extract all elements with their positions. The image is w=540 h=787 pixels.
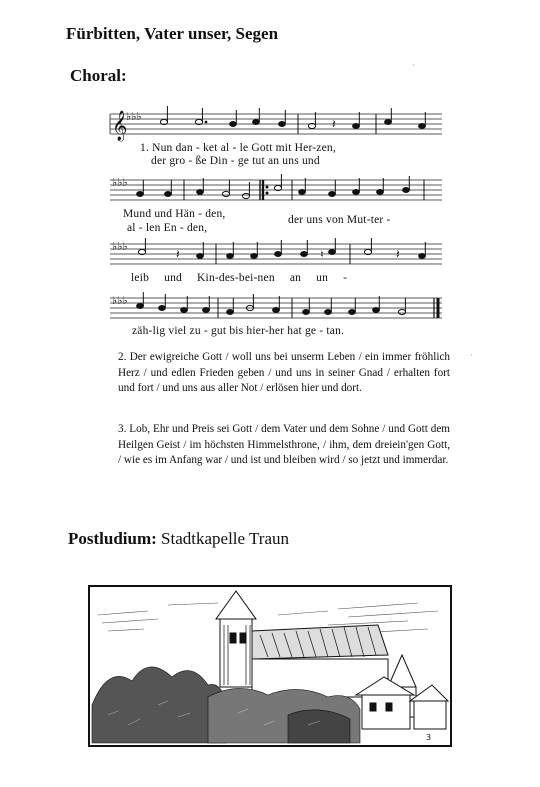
lyric-line-1b: der gro - ße Din - ge tut an uns und [151,155,320,167]
postludium-performer: Stadtkapelle Traun [161,529,290,548]
svg-text:𝄽: 𝄽 [332,117,336,131]
svg-text:♮: ♮ [320,248,324,261]
church-village-sketch-icon [88,585,452,747]
lyric-line-1a: 1. Nun dan - ket al - le Gott mit Her-zen, [140,142,336,154]
page-heading: Fürbitten, Vater unser, Segen [66,24,279,43]
flat-icon: ♭♭♭ [112,240,128,253]
music-staff-1 [106,106,446,142]
lyric-line-4: zäh-lig viel zu - gut bis hier-her hat ge - tan. [132,325,345,337]
music-staff-3 [106,236,446,270]
postludium-line [68,529,289,549]
flat-icon: ♭♭♭ [126,110,142,123]
postludium-label: Postludium: [68,529,157,548]
verse-2: 2. Der ewigreiche Gott / woll uns bei unserm Leben / ein immer fröhlich Herz / und edlen Frieden geben / und uns in seiner Gnad / erhalten fort und fort / und uns aus aller Not / erlösen hier und dort. [118,351,450,395]
music-staff-2 [106,172,446,206]
choral-heading: Choral: [70,66,127,85]
verse-3: 3. Lob, Ehr und Preis sei Gott / dem Vater und dem Sohne / und Gott dem Heilgen Geist / im höchsten Himmelsthrone, / ihm, dem dreiein'gen Gott, / wie es im Anfang war / und ist und bleiben wird / so jetzt und immerdar. [118,423,450,467]
lyric-line-2c: der uns von Mut-ter - [288,214,391,226]
lyric-line-2b: al - len En - den, [127,222,208,234]
svg-text:𝄽: 𝄽 [396,247,400,261]
svg-text:𝄽: 𝄽 [176,247,180,261]
print-speck: · [412,60,415,70]
flat-icon: ♭♭♭ [112,294,128,307]
lyric-line-3: leib und Kin-des-bei-nen an un - [131,272,348,284]
svg-text:3: 3 [426,733,432,742]
lyric-line-2a: Mund und Hän - den, [123,208,226,220]
flat-icon: ♭♭♭ [112,176,128,189]
music-staff-4 [106,290,446,324]
treble-clef-icon: 𝄞 [112,111,128,141]
print-speck: · [470,350,473,360]
